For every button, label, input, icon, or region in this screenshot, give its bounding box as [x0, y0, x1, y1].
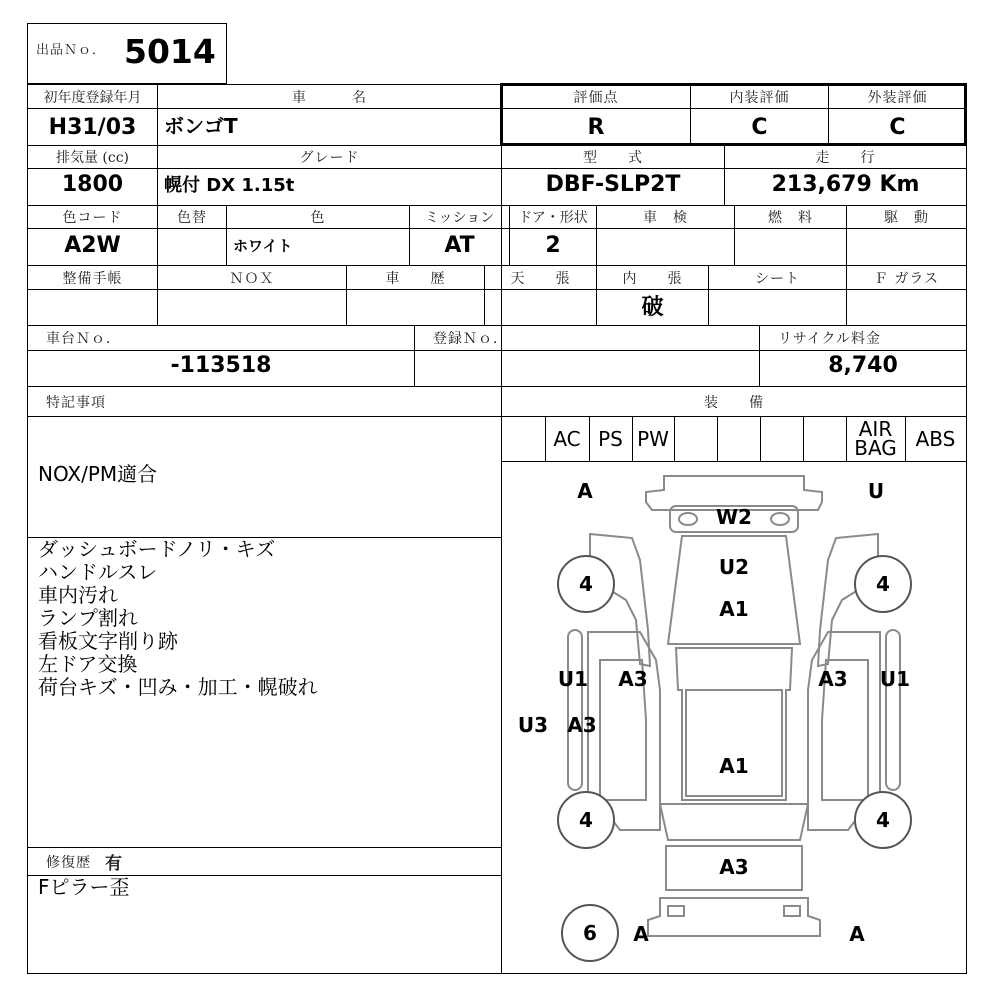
fglass-value [847, 290, 966, 320]
inspection-value [597, 229, 734, 261]
equipment-divider [846, 416, 847, 461]
lot-number: 5014 [124, 32, 216, 71]
recycle-value: 8,740 [828, 352, 898, 378]
mileage-label: 走 行 [815, 150, 876, 166]
grade-label: グレード [299, 150, 360, 166]
equipment-item: AIR BAG [854, 416, 897, 460]
remark-line: 看板文字削り跡 [38, 629, 178, 653]
equipment-divider [545, 416, 546, 461]
inner-label: 内 張 [622, 270, 683, 287]
doors-label: ドア・形状 [518, 210, 588, 226]
model-label: 型 式 [583, 150, 643, 166]
reg-date-value: H31/03 [48, 114, 137, 140]
history-label: 車 歴 [385, 270, 446, 287]
color-code-label: 色コード [62, 210, 123, 226]
remarks-list [38, 538, 318, 699]
reg-date-label: 初年度登録年月 [43, 89, 142, 106]
maintenance-value [28, 290, 157, 320]
mark-front-left: A [577, 479, 593, 503]
remark-line: 左ドア交換 [38, 652, 138, 676]
interior-value: C [751, 114, 768, 140]
roof-label: 天 張 [510, 270, 571, 287]
mark-side-a3: A3 [567, 713, 597, 737]
drive-label: 駆 動 [884, 210, 929, 226]
mark-cab-mid: A1 [719, 597, 749, 621]
recolor-value [158, 229, 226, 261]
remark-line: ランプ割れ [38, 606, 138, 630]
mark-right-u1: U1 [879, 667, 911, 691]
tire-front-right: 4 [854, 555, 912, 613]
equipment-item [803, 416, 846, 461]
displacement-label: 排気量 (cc) [55, 150, 130, 166]
recycle-label: リサイクル料金 [778, 331, 882, 347]
recolor-label: 色替 [177, 210, 207, 226]
history-value [347, 290, 484, 320]
equipment-divider [905, 416, 906, 461]
tire-rear-right: 4 [854, 791, 912, 849]
remark-line: ハンドルスレ [38, 560, 158, 584]
color-label: 色 [310, 210, 326, 226]
mark-front-right: U [867, 479, 885, 503]
equipment-divider [717, 416, 718, 461]
repair-detail: Fピラー歪 [38, 875, 130, 899]
equipment-item [674, 416, 717, 461]
equipment-item [502, 416, 545, 461]
equipment-item [717, 416, 760, 461]
registration-label: 登録Ｎｏ． [433, 331, 508, 347]
seat-value [709, 290, 846, 320]
tire-rear-left: 4 [557, 791, 615, 849]
model-value: DBF-SLP2T [545, 171, 681, 197]
inner-value: 破 [641, 294, 664, 320]
equipment-divider [760, 416, 761, 461]
remarks-label: 特記事項 [46, 395, 106, 411]
repair-history-label [28, 848, 123, 875]
equipment-label: 装 備 [704, 395, 764, 411]
mark-rear-left: A [633, 922, 649, 946]
mark-bed: A1 [719, 754, 749, 778]
mark-rear-right: A [849, 922, 865, 946]
drive-value [847, 229, 966, 261]
mark-windshield: W2 [716, 505, 752, 529]
fuel-label: 燃 料 [768, 210, 813, 226]
seat-label: シート [755, 270, 800, 287]
color-value: ホワイト [233, 236, 293, 255]
remark-line: ダッシュボードノリ・キズ [38, 537, 276, 561]
displacement-value: 1800 [61, 171, 124, 197]
mark-left-a3: A3 [618, 667, 648, 691]
grade-value: 幌付 DX 1.15t [164, 175, 295, 196]
equipment-item [760, 416, 803, 461]
car-name-value: ボンゴT [164, 113, 238, 138]
color-code-value: A2W [64, 232, 121, 258]
mark-side-u3: U3 [517, 713, 549, 737]
score-label: 評価点 [573, 89, 619, 106]
chassis-label: 車台Ｎｏ． [46, 331, 121, 347]
mission-value: AT [444, 232, 475, 258]
lot-label: 出品Ｎｏ． [36, 42, 107, 58]
doors-value: 2 [545, 232, 561, 258]
registration-value [415, 350, 759, 380]
fuel-value [735, 229, 846, 261]
nox-label: ＮＯＸ [229, 270, 275, 287]
equipment-divider [674, 416, 675, 461]
repair-label: 修復歴 [46, 854, 91, 871]
mark-rear-panel: A3 [719, 855, 749, 879]
chassis-value: -113518 [170, 352, 272, 378]
equipment-divider [632, 416, 633, 461]
tire-front-left: 4 [557, 555, 615, 613]
remark-line: 荷台キズ・凹み・加工・幌破れ [38, 675, 318, 699]
fglass-label: Ｆ ガラス [873, 270, 940, 287]
mark-cab-top: U2 [718, 555, 750, 579]
equipment-divider [803, 416, 804, 461]
car-name-label: 車 名 [292, 89, 367, 106]
equipment-divider [589, 416, 590, 461]
score-value: R [587, 114, 605, 140]
roof-value [485, 290, 596, 320]
nox-value [158, 290, 346, 320]
mark-right-a3: A3 [818, 667, 848, 691]
maintenance-label: 整備手帳 [62, 270, 123, 287]
remark-line: 車内汚れ [38, 583, 118, 607]
exterior-label: 外装評価 [867, 89, 928, 106]
mileage-value: 213,679 Km [771, 171, 920, 197]
exterior-value: C [889, 114, 906, 140]
repair-value: 有 [105, 854, 123, 874]
equipment-item: AC [553, 426, 581, 451]
tire-spare: 6 [561, 904, 619, 962]
inspection-label: 車 検 [643, 210, 688, 226]
equipment-item: PS [598, 426, 623, 451]
equipment-item: ABS [915, 426, 956, 451]
interior-label: 内装評価 [729, 89, 790, 106]
remarks-top: NOX/PM適合 [38, 462, 158, 486]
mark-left-u1: U1 [557, 667, 589, 691]
mission-label: ミッション [424, 210, 495, 226]
equipment-item: PW [637, 426, 669, 451]
